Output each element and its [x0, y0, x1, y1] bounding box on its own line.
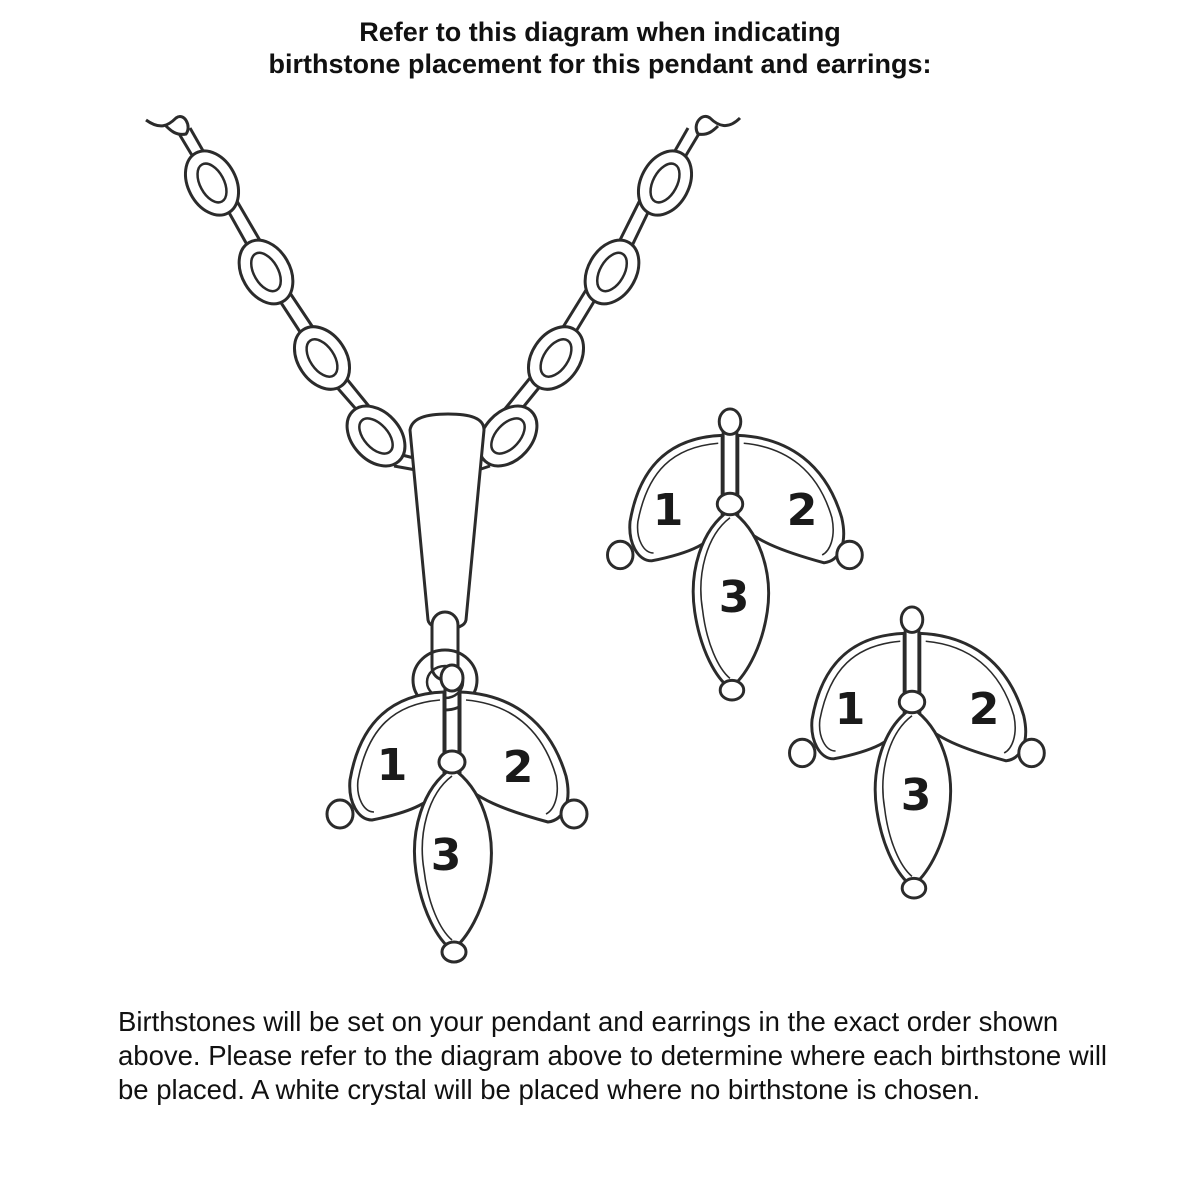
earring-bottom-position-3: 3	[900, 770, 932, 821]
earring-top	[608, 409, 863, 700]
earring-top-position-3: 3	[718, 572, 750, 623]
earring-bottom-position-1: 1	[834, 684, 866, 735]
earring-top-position-1: 1	[652, 485, 684, 536]
pendant-position-2: 2	[502, 742, 534, 793]
earring-bottom	[790, 607, 1045, 898]
pendant-position-1: 1	[376, 740, 408, 791]
pendant-position-3: 3	[430, 830, 462, 881]
title-line-1: Refer to this diagram when indicating	[359, 17, 841, 47]
earring-bottom-position-2: 2	[968, 684, 1000, 735]
earring-top-position-2: 2	[786, 485, 818, 536]
pendant	[327, 414, 587, 962]
title-line-2: birthstone placement for this pendant and earrings:	[268, 49, 932, 79]
placement-note: Birthstones will be set on your pendant and earrings in the exact order shown above. Please refer to the diagram above to determine where each birthstone will be placed. A white crystal will be placed where no birthstone is chosen.	[118, 1006, 1108, 1105]
